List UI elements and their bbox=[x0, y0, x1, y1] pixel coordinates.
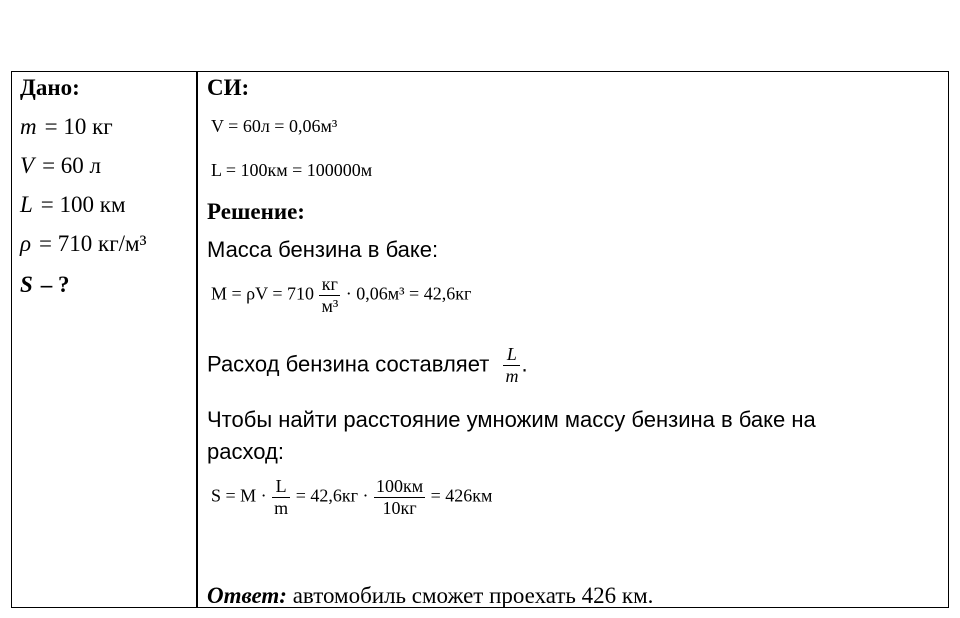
given-mass bbox=[20, 114, 113, 140]
given-value: = 60 л bbox=[42, 153, 102, 178]
given-value: = 10 кг bbox=[44, 114, 113, 139]
given-value: = 100 км bbox=[40, 192, 126, 217]
given-value: = 710 кг/м³ bbox=[39, 231, 147, 256]
given-symbol: ρ bbox=[20, 231, 32, 256]
answer-label: Ответ: bbox=[207, 583, 287, 608]
fraction-denominator: m bbox=[505, 366, 519, 386]
given-heading: Дано: bbox=[20, 75, 80, 100]
column-divider bbox=[196, 71, 198, 608]
mass-text: Масса бензина в баке: bbox=[207, 237, 439, 262]
rate-text: Расход бензина составляет bbox=[207, 351, 490, 377]
solution-heading: Решение: bbox=[207, 199, 305, 224]
rate-line bbox=[207, 344, 528, 387]
fraction-denominator: 10кг bbox=[374, 497, 425, 519]
given-symbol: S bbox=[20, 272, 33, 297]
distance-formula-left: S = M · bbox=[211, 485, 267, 506]
fraction-numerator: кг bbox=[321, 274, 338, 294]
distance-formula-mid: = 42,6кг · bbox=[295, 485, 369, 506]
distance-text-1: Чтобы найти расстояние умножим массу бензина в баке на bbox=[207, 407, 816, 432]
density-fraction bbox=[319, 274, 340, 317]
given-column bbox=[20, 74, 192, 297]
given-symbol: L bbox=[20, 192, 33, 217]
solution-column bbox=[207, 74, 942, 608]
rate-fraction-2 bbox=[272, 476, 290, 519]
mass-formula bbox=[211, 274, 471, 317]
fraction-denominator: m bbox=[274, 498, 289, 518]
given-volume bbox=[20, 153, 101, 179]
rate-fraction bbox=[503, 344, 520, 387]
given-distance bbox=[20, 192, 126, 218]
ratio-fraction bbox=[374, 476, 425, 519]
fraction-numerator: L bbox=[506, 344, 517, 364]
answer-text: автомобиль сможет проехать 426 км. bbox=[286, 583, 654, 608]
solution-table bbox=[11, 71, 949, 608]
given-density bbox=[20, 231, 146, 257]
fraction-numerator: 100км bbox=[375, 476, 424, 496]
given-symbol: m bbox=[20, 114, 37, 139]
given-symbol: V bbox=[20, 153, 35, 178]
fraction-denominator: м³ bbox=[321, 296, 339, 316]
fraction-numerator: L bbox=[275, 476, 287, 496]
si-distance: L = 100км = 100000м bbox=[211, 160, 373, 180]
mass-formula-right: · 0,06м³ = 42,6кг bbox=[345, 283, 472, 304]
si-volume: V = 60л = 0,06м³ bbox=[211, 116, 338, 136]
distance-text-2: расход: bbox=[207, 439, 284, 464]
distance-formula-right: = 426км bbox=[430, 485, 493, 506]
rate-end: . bbox=[521, 351, 528, 377]
mass-formula-left: M = ρV = 710 bbox=[211, 283, 314, 304]
given-value: – ? bbox=[40, 272, 70, 297]
distance-formula bbox=[211, 476, 492, 519]
answer-line bbox=[207, 583, 653, 609]
given-unknown bbox=[20, 272, 70, 298]
si-heading: СИ: bbox=[207, 75, 250, 100]
